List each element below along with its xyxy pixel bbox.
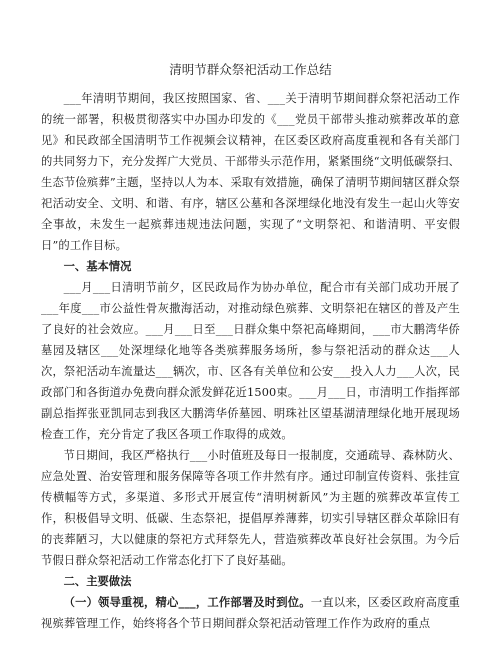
practices-paragraph-1 — [41, 592, 460, 634]
intro-paragraph: ___年清明节期间，我区按照国家、省、___关于清明节期间群众祭祀活动工作的统一部署，积极贯彻落实中办国办印发的《___党员干部带头推动殡葬改革的意见》和民政部全国清明节工作视频会议精神，在区委区政府高度重视和各有关部门的共同努力下，充分发挥广大党员、干部带头示范作用，紧紧围绕“文明低碳祭扫、生态节俭殡葬”主题，坚持以人为本、采取有效措施，确保了清明节期间辖区群众祭祀活动安全、文明、和谐、有序，辖区公墓和各深埋绿化地没有发生一起山火等安全事故，未发生一起殡葬违规违法问题，实现了“文明祭祀、和谐清明、平安假日”的工作目标。 — [41, 92, 460, 252]
basic-paragraph-1: ___月___日清明节前夕，区民政局作为协办单位，配合市有关部门成功开展了___年度___市公益性骨灰撒海活动，对推动绿色殡葬、文明祭祀在辖区的普及产生了良好的社会效应。___月___日至___日群众集中祭祀高峰期间，___市大鹏湾华侨墓园及辖区___处深埋绿化地等各类殡葬服务场所，参与祭祀活动的群众达___人次，祭祀活动车流量达___辆次，市、区各有关单位和公安___投入人力___人次，民政部门和各街道办免费向群众派发鲜花近1500束。___月___日，市清明工作指挥部副总指挥张亚凯同志到我区大鹏湾华侨墓园、明珠社区望基湖清理绿化地开展现场检查工作，充分肯定了我区各项工作取得的成效。 — [41, 281, 460, 441]
section-heading-basic: 一、基本情况 — [63, 259, 132, 273]
document-title: 清明节群众祭祀活动工作总结 — [169, 62, 332, 77]
basic-paragraph-2: 节日期间，我区严格执行___小时值班及每日一报制度，交通疏导、森林防火、应急处置、治安管理和服务保障等各项工作井然有序。通过印制宣传资料、张挂宣传横幅等方式，多渠道、多形式开展宣传“清明树新风”为主题的殡葬改革宣传工作，积极倡导文明、低碳、生态祭祀，提倡厚养薄葬，切实引导辖区群众革除旧有的丧葬陋习，大以健康的祭祀方式拜祭先人，营造殡葬改革良好社会氛围。为今后节假日群众祭祀活动工作常态化打下了良好基础。 — [41, 449, 460, 567]
section-heading-practices: 二、主要做法 — [63, 574, 132, 588]
subsection-lead: （一）领导重视，精心___，工作部署及时到位。 — [63, 595, 311, 609]
subsection-text: 一直以来，区委区政府高度重视殡葬管理工作，始终将各个节日期间群众祭祀活动管理工作作为政府的重点 — [41, 596, 460, 630]
